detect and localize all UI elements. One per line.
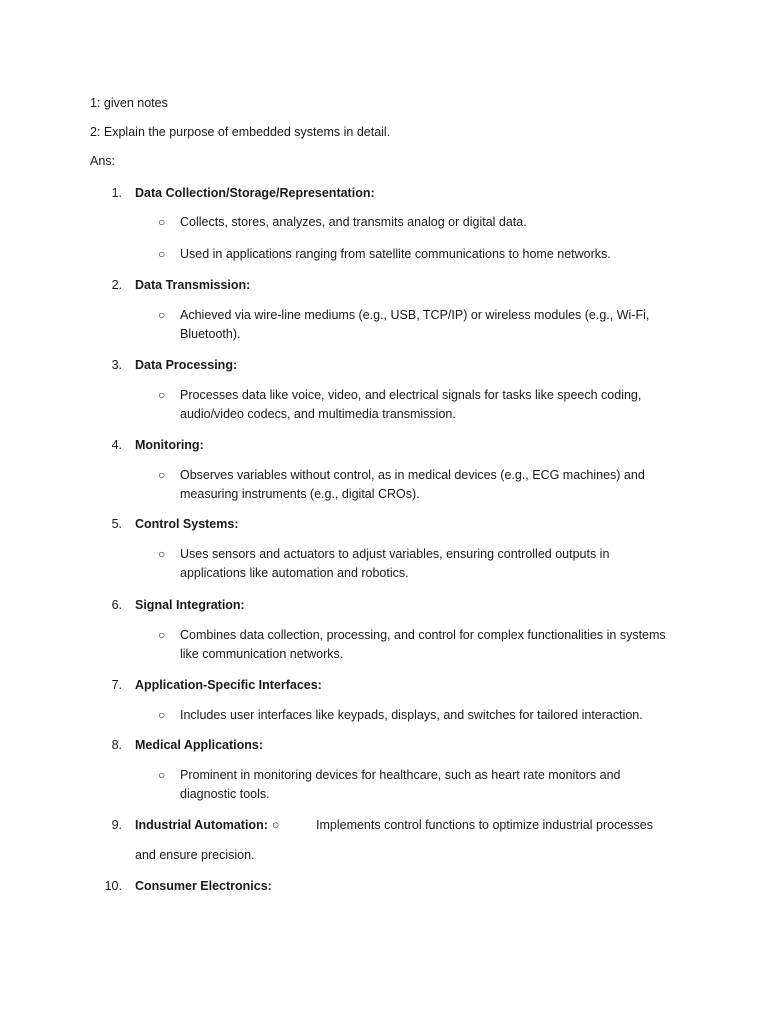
list-item-number: 2. [111, 278, 122, 292]
list-item-number: 10. [104, 879, 122, 893]
bullet-icon: ○ [271, 818, 280, 832]
list-item-number: 8. [111, 738, 122, 752]
bullet-icon: ○ [158, 547, 166, 561]
list-item-number: 7. [111, 678, 122, 692]
bullet-icon: ○ [158, 215, 166, 229]
list-item-title: Monitoring: [135, 438, 204, 452]
bullet-icon: ○ [158, 308, 166, 322]
list-item-bullet: Includes user interfaces like keypads, displays, and switches for tailored interaction. [180, 708, 643, 722]
list-item-bullet: Processes data like voice, video, and electrical signals for tasks like speech coding, audio/video codecs, and multimedia transmission. [180, 388, 642, 421]
list-item-number: 9. [111, 818, 122, 832]
list-item-title-text: Industrial Automation: [135, 818, 268, 832]
bullet-icon: ○ [158, 247, 166, 261]
list-item-title: Data Transmission: [135, 278, 251, 292]
bullet-icon: ○ [158, 628, 166, 642]
bullet-icon: ○ [158, 468, 166, 482]
bullet-icon: ○ [158, 708, 166, 722]
list-item-bullet: Prominent in monitoring devices for healthcare, such as heart rate monitors and diagnostic tools. [180, 768, 621, 801]
list-item-bullet: Collects, stores, analyzes, and transmits analog or digital data. [180, 215, 527, 229]
list-item-title: Data Collection/Storage/Representation: [135, 186, 375, 200]
list-item-title: Signal Integration: [135, 598, 245, 612]
bullet-icon: ○ [158, 388, 166, 402]
list-item-title: Consumer Electronics: [135, 879, 272, 893]
list-item-number: 6. [111, 598, 122, 612]
intro-line-1: 1: given notes [90, 96, 168, 110]
list-item-continuation: and ensure precision. [135, 848, 255, 862]
list-item-number: 4. [111, 438, 122, 452]
list-item-number: 5. [111, 517, 122, 531]
question-line: 2: Explain the purpose of embedded systems in detail. [90, 125, 391, 139]
list-item-title: Application-Specific Interfaces: [135, 678, 322, 692]
bullet-icon: ○ [158, 768, 166, 782]
list-item-bullet: Combines data collection, processing, and control for complex functionalities in systems like communication networks. [180, 628, 666, 661]
list-item-title: Data Processing: [135, 358, 238, 372]
list-item-number: 1. [111, 186, 122, 200]
list-item-bullet: Achieved via wire-line mediums (e.g., USB, TCP/IP) or wireless modules (e.g., Wi-Fi, Bluetooth). [180, 308, 650, 341]
list-item-bullet: Observes variables without control, as in medical devices (e.g., ECG machines) and measuring instruments (e.g., digital CROs). [180, 468, 645, 501]
list-item-bullet: Used in applications ranging from satellite communications to home networks. [180, 247, 611, 261]
list-item-title: Medical Applications: [135, 738, 264, 752]
list-item-title [135, 818, 279, 832]
list-item-title: Control Systems: [135, 517, 239, 531]
list-item-bullet: Uses sensors and actuators to adjust variables, ensuring controlled outputs in applications like automation and robotics. [180, 547, 610, 580]
list-item-number: 3. [111, 358, 122, 372]
answer-label: Ans: [90, 154, 116, 168]
list-item-bullet: Implements control functions to optimize industrial processes [316, 818, 653, 832]
